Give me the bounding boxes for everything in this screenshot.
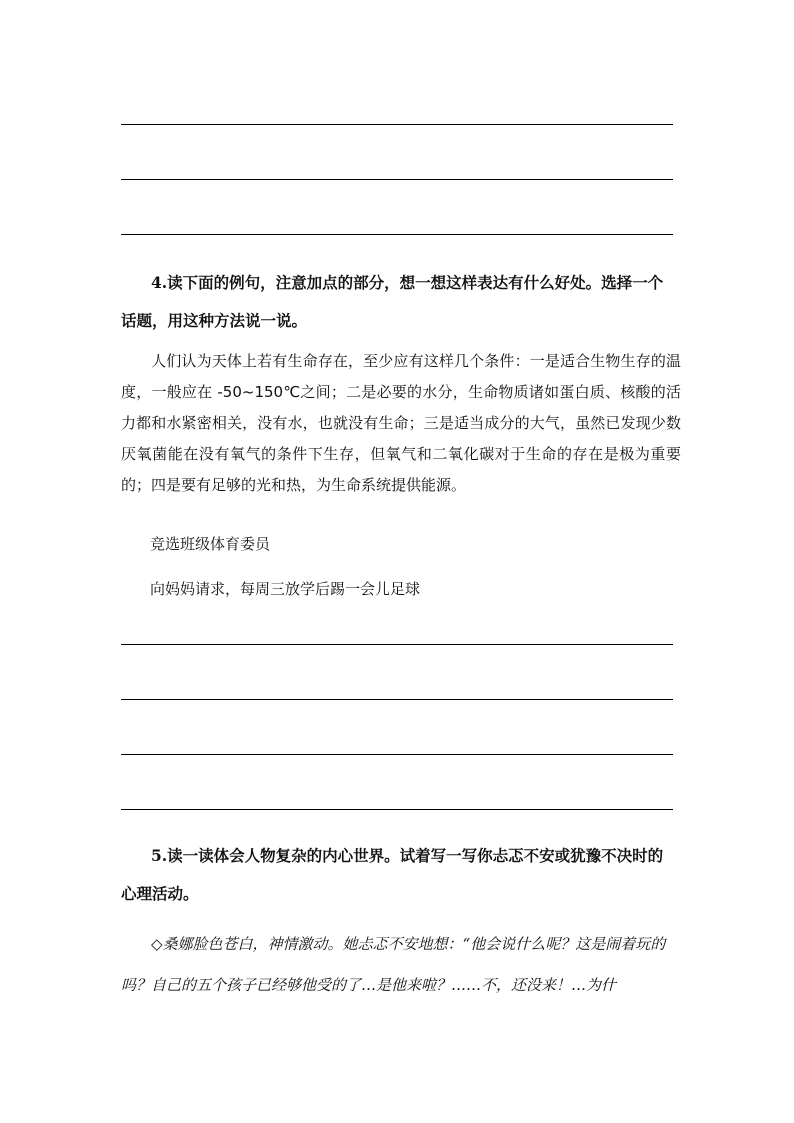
answer-line [121, 699, 673, 700]
answer-line [121, 234, 673, 235]
question-5-title-line2: 心理活动。 [121, 884, 199, 903]
question-5-title [121, 837, 681, 913]
question-5-excerpt [121, 924, 681, 1006]
question-4-title [121, 264, 681, 340]
topic-1: 竞选班级体育委员 [150, 535, 271, 553]
question-4-example [121, 346, 681, 501]
excerpt-text: ◇桑娜脸色苍白，神情激动。她忐忑不安地想：“他会说什么呢？这是闹着玩的吗？自己的五个孩子已经够他受的了…是他来啦？……不，还没来！…为什 [121, 935, 666, 994]
question-5-title-line1: 5.读一读体会人物复杂的内心世界。试着写一写你忐忑不安或犹豫不决时的 [151, 846, 664, 865]
topic-2: 向妈妈请求，每周三放学后踢一会儿足球 [150, 580, 421, 598]
answer-line [121, 124, 673, 125]
question-4-title-line2: 话题，用这种方法说一说。 [121, 311, 308, 330]
example-paragraph: 人们认为天体上若有生命存在，至少应有这样几个条件：一是适合生物生存的温度，一般应在 -50~150℃之间；二是必要的水分，生命物质诸如蛋白质、核酸的活力都和水紧密相关，没有水，也就没有生命；三是适当成分的大气，虽然已发现少数厌氧菌能在没有氧气的条件下生存，但氧气和二氧化碳对于生命的存在是极为重要的；四是要有足够的光和热，为生命系统提供能源。 [121, 352, 681, 494]
answer-line [121, 754, 673, 755]
question-4-title-line1: 4.读下面的例句，注意加点的部分，想一想这样表达有什么好处。选择一个 [151, 273, 664, 292]
answer-line [121, 179, 673, 180]
answer-line [121, 809, 673, 810]
answer-line [121, 644, 673, 645]
